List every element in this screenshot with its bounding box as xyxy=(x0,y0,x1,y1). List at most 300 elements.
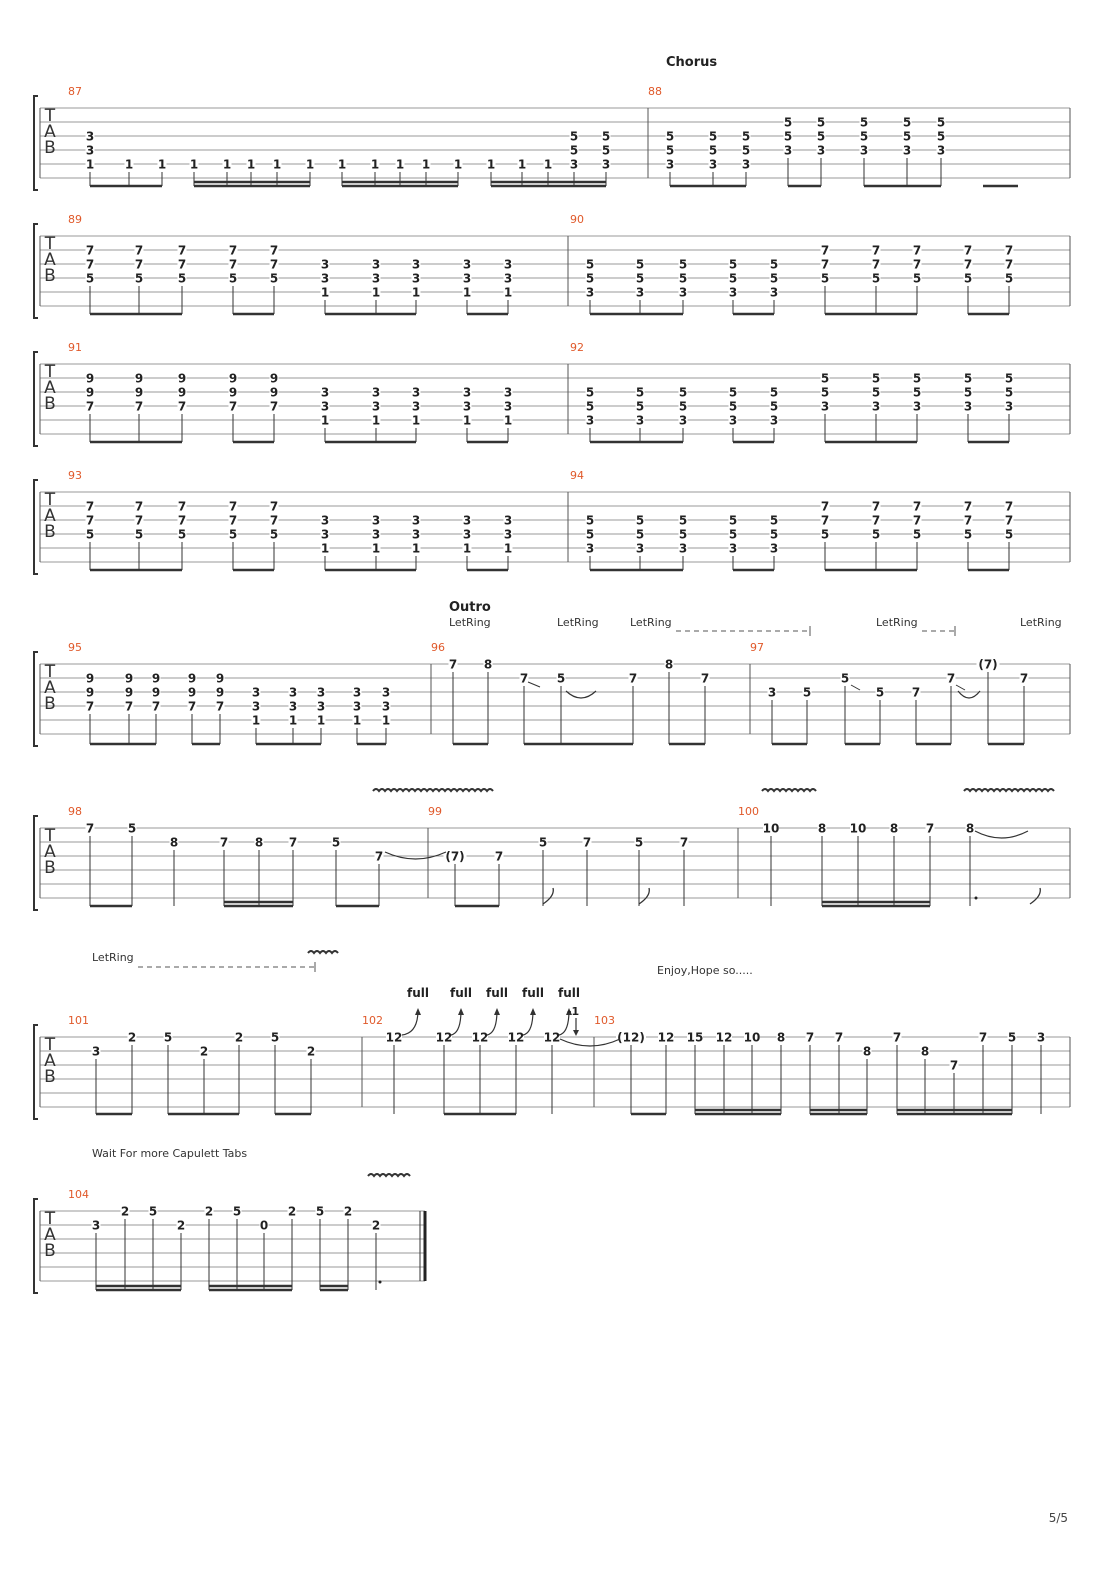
fret-number: 3 xyxy=(288,699,298,714)
fret-number: 7 xyxy=(820,513,830,528)
fret-number: 9 xyxy=(85,685,95,700)
fret-number: 3 xyxy=(316,699,326,714)
fret-number: 7 xyxy=(228,257,238,272)
fret-number: 5 xyxy=(556,671,566,686)
vibrato-mark xyxy=(308,951,338,953)
fret-number: 10 xyxy=(762,821,780,836)
fret-number: 1 xyxy=(316,713,326,728)
fret-number: 5 xyxy=(85,271,95,286)
tab-clef-letter: T xyxy=(44,362,56,382)
fret-number: 5 xyxy=(728,399,738,414)
fret-number: 9 xyxy=(228,385,238,400)
tab-clef-letter: A xyxy=(44,250,56,270)
fret-number: 3 xyxy=(741,157,751,172)
fret-number: 5 xyxy=(902,115,912,130)
fret-number: 9 xyxy=(187,685,197,700)
fret-number: 5 xyxy=(912,527,922,542)
fret-number: 1 xyxy=(352,713,362,728)
measure-number: 102 xyxy=(362,1014,383,1027)
fret-number: 5 xyxy=(936,115,946,130)
fret-number: 5 xyxy=(148,1204,158,1219)
measure-number: 100 xyxy=(738,805,759,818)
fret-number: 9 xyxy=(134,385,144,400)
rhythm-dot xyxy=(975,897,978,900)
fret-number: 5 xyxy=(177,527,187,542)
fret-number: 5 xyxy=(678,399,688,414)
measure-number: 103 xyxy=(594,1014,615,1027)
bend-amount-full: full xyxy=(407,986,429,1000)
fret-number: 1 xyxy=(320,285,330,300)
tab-clef-letter: A xyxy=(44,1225,56,1245)
fret-number: 1 xyxy=(337,157,347,172)
fret-number: 12 xyxy=(543,1030,561,1045)
fret-number: 9 xyxy=(151,685,161,700)
fret-number: 5 xyxy=(936,129,946,144)
section-title-outro: Outro xyxy=(449,600,491,615)
fret-number: 3 xyxy=(371,527,381,542)
note-flag xyxy=(639,888,649,904)
fret-number: 7 xyxy=(228,513,238,528)
fret-number: 10 xyxy=(849,821,867,836)
fret-number: 9 xyxy=(134,371,144,386)
fret-number: 5 xyxy=(820,271,830,286)
fret-number: (12) xyxy=(617,1030,645,1045)
tab-clef-letter: T xyxy=(44,234,56,254)
fret-number: 1 xyxy=(272,157,282,172)
fret-number: 1 xyxy=(85,157,95,172)
fret-number: 7 xyxy=(134,399,144,414)
tab-clef-letter: T xyxy=(44,1035,56,1055)
fret-number: 8 xyxy=(862,1044,872,1059)
fret-number: 5 xyxy=(585,399,595,414)
fret-number: 1 xyxy=(320,541,330,556)
fret-number: 5 xyxy=(769,385,779,400)
measure-number: 91 xyxy=(68,341,82,354)
release-arrowhead xyxy=(573,1030,579,1036)
tab-clef-letter: B xyxy=(44,522,56,542)
vibrato-mark xyxy=(964,789,1054,791)
tab-clef-letter: A xyxy=(44,1051,56,1071)
fret-number: 9 xyxy=(85,371,95,386)
fret-number: 7 xyxy=(85,821,95,836)
fret-number: 5 xyxy=(871,271,881,286)
fret-number: 12 xyxy=(657,1030,675,1045)
measure-number: 93 xyxy=(68,469,82,482)
fret-number: 7 xyxy=(1004,499,1014,514)
staff-system-8 xyxy=(34,1199,425,1293)
note-flag xyxy=(543,888,553,904)
slide-mark xyxy=(956,685,965,690)
fret-number: 7 xyxy=(978,1030,988,1045)
fret-number: 7 xyxy=(177,513,187,528)
fret-number: 1 xyxy=(395,157,405,172)
fret-number: 5 xyxy=(269,527,279,542)
fret-number: 3 xyxy=(859,143,869,158)
fret-number: 7 xyxy=(134,513,144,528)
measure-number: 99 xyxy=(428,805,442,818)
fret-number: 7 xyxy=(85,513,95,528)
fret-number: 5 xyxy=(769,257,779,272)
fret-number: 5 xyxy=(963,527,973,542)
bend-arrowhead xyxy=(458,1008,464,1015)
fret-number: 5 xyxy=(820,371,830,386)
bend-amount-full: full xyxy=(486,986,508,1000)
tab-clef-letter: A xyxy=(44,378,56,398)
fret-number: 5 xyxy=(859,129,869,144)
fret-number: 7 xyxy=(912,257,922,272)
fret-number: 7 xyxy=(219,835,229,850)
fret-number: 1 xyxy=(543,157,553,172)
fret-number: 3 xyxy=(85,143,95,158)
fret-number: 7 xyxy=(871,243,881,258)
fret-number: 3 xyxy=(601,157,611,172)
fret-number: 3 xyxy=(320,399,330,414)
system-bracket xyxy=(34,816,38,910)
measure-number: 101 xyxy=(68,1014,89,1027)
fret-number: 3 xyxy=(251,685,261,700)
fret-number: 3 xyxy=(91,1218,101,1233)
fret-number: 8 xyxy=(254,835,264,850)
fret-number: 7 xyxy=(820,499,830,514)
fret-number: 9 xyxy=(124,685,134,700)
fret-number: 3 xyxy=(462,257,472,272)
fret-number: 5 xyxy=(728,513,738,528)
fret-number: 12 xyxy=(471,1030,489,1045)
fret-number: 5 xyxy=(635,527,645,542)
tab-clef-letter: B xyxy=(44,266,56,286)
fret-number: 5 xyxy=(134,527,144,542)
fret-number: 5 xyxy=(1004,371,1014,386)
fret-number: 5 xyxy=(816,129,826,144)
fret-number: 7 xyxy=(628,671,638,686)
fret-number: 7 xyxy=(187,699,197,714)
fret-number: 5 xyxy=(708,129,718,144)
fret-number: 5 xyxy=(635,399,645,414)
fret-number: 1 xyxy=(189,157,199,172)
fret-number: 2 xyxy=(371,1218,381,1233)
fret-number: 3 xyxy=(371,257,381,272)
measure-number: 97 xyxy=(750,641,764,654)
fret-number: 7 xyxy=(269,513,279,528)
fret-number: 3 xyxy=(963,399,973,414)
tab-clef-letter: A xyxy=(44,506,56,526)
fret-number: 7 xyxy=(1019,671,1029,686)
fret-number: 1 xyxy=(411,541,421,556)
fret-number: 9 xyxy=(177,385,187,400)
fret-number: 7 xyxy=(925,821,935,836)
system-bracket xyxy=(34,652,38,746)
fret-number: 7 xyxy=(963,243,973,258)
measure-number: 92 xyxy=(570,341,584,354)
fret-number: 3 xyxy=(320,271,330,286)
fret-number: 2 xyxy=(120,1204,130,1219)
fret-number: 5 xyxy=(963,271,973,286)
vibrato-mark xyxy=(762,789,816,791)
fret-number: 9 xyxy=(177,371,187,386)
fret-number: 7 xyxy=(1004,513,1014,528)
fret-number: 5 xyxy=(816,115,826,130)
fret-number: 3 xyxy=(678,285,688,300)
fret-number: 5 xyxy=(678,257,688,272)
fret-number: 7 xyxy=(871,257,881,272)
fret-number: 5 xyxy=(678,513,688,528)
fret-number: 1 xyxy=(370,157,380,172)
fret-number: 7 xyxy=(963,257,973,272)
fret-number: 3 xyxy=(320,385,330,400)
fret-number: 7 xyxy=(820,257,830,272)
fret-number: 5 xyxy=(134,271,144,286)
fret-number: 3 xyxy=(352,699,362,714)
fret-number: 5 xyxy=(728,385,738,400)
tab-clef-letter: T xyxy=(44,826,56,846)
system-bracket xyxy=(34,352,38,446)
fret-number: 7 xyxy=(963,513,973,528)
note-flag xyxy=(1030,888,1040,904)
page-number: 5/5 xyxy=(1048,1511,1068,1525)
fret-number: 3 xyxy=(902,143,912,158)
fret-number: 7 xyxy=(124,699,134,714)
fret-number: 12 xyxy=(385,1030,403,1045)
fret-number: 5 xyxy=(963,385,973,400)
fret-number: 5 xyxy=(678,271,688,286)
fret-number: 3 xyxy=(316,685,326,700)
fret-number: 8 xyxy=(169,835,179,850)
fret-number: 1 xyxy=(411,285,421,300)
fret-number: 2 xyxy=(127,1030,137,1045)
fret-number: 5 xyxy=(783,129,793,144)
tab-clef-letter: B xyxy=(44,1241,56,1261)
fret-number: 7 xyxy=(820,243,830,258)
fret-number: 5 xyxy=(585,513,595,528)
fret-number: 3 xyxy=(820,399,830,414)
let-ring-label: LetRing xyxy=(876,616,918,629)
fret-number: 7 xyxy=(448,657,458,672)
tab-clef-letter: T xyxy=(44,662,56,682)
fret-number: 1 xyxy=(421,157,431,172)
fret-number: 3 xyxy=(728,541,738,556)
fret-number: 5 xyxy=(331,835,341,850)
bend-amount-full: full xyxy=(558,986,580,1000)
fret-number: 9 xyxy=(85,385,95,400)
fret-number: 7 xyxy=(288,835,298,850)
fret-number: 1 xyxy=(517,157,527,172)
fret-number: 3 xyxy=(462,271,472,286)
fret-number: 3 xyxy=(320,513,330,528)
fret-number: 5 xyxy=(635,513,645,528)
fret-number: 5 xyxy=(820,385,830,400)
fret-number: 5 xyxy=(1004,527,1014,542)
fret-number: 7 xyxy=(949,1058,959,1073)
fret-number: 9 xyxy=(187,671,197,686)
fret-number: 3 xyxy=(708,157,718,172)
fret-number: 7 xyxy=(85,399,95,414)
fret-number: 5 xyxy=(228,527,238,542)
fret-number: 7 xyxy=(85,257,95,272)
fret-number: 1 xyxy=(462,413,472,428)
annotation-wait: Wait For more Capulett Tabs xyxy=(92,1147,248,1160)
fret-number: 5 xyxy=(912,271,922,286)
bend-amount-full: full xyxy=(522,986,544,1000)
fret-number: 3 xyxy=(585,541,595,556)
fret-number: 5 xyxy=(678,385,688,400)
fret-number: 8 xyxy=(483,657,493,672)
measure-number: 94 xyxy=(570,469,584,482)
fret-number: 7 xyxy=(519,671,529,686)
fret-number: 8 xyxy=(920,1044,930,1059)
fret-number: 7 xyxy=(177,257,187,272)
fret-number: 5 xyxy=(741,143,751,158)
fret-number: 3 xyxy=(767,685,777,700)
tab-clef-letter: A xyxy=(44,678,56,698)
fret-number: 5 xyxy=(728,271,738,286)
fret-number: 7 xyxy=(85,243,95,258)
fret-number: 5 xyxy=(783,115,793,130)
fret-number: 7 xyxy=(912,499,922,514)
fret-number: 3 xyxy=(462,399,472,414)
fret-number: 2 xyxy=(234,1030,244,1045)
fret-number: 9 xyxy=(269,385,279,400)
fret-number: 9 xyxy=(85,671,95,686)
fret-number: 7 xyxy=(228,499,238,514)
fret-number: 1 xyxy=(222,157,232,172)
fret-number: 1 xyxy=(371,541,381,556)
system-bracket xyxy=(34,1199,38,1293)
fret-number: 9 xyxy=(215,671,225,686)
fret-number: 5 xyxy=(163,1030,173,1045)
slide-mark xyxy=(851,685,860,690)
fret-number: 1 xyxy=(381,713,391,728)
fret-number: 5 xyxy=(635,257,645,272)
fret-number: 7 xyxy=(1004,243,1014,258)
fret-number: 7 xyxy=(177,243,187,258)
system-bracket xyxy=(34,1025,38,1119)
fret-number: 3 xyxy=(585,413,595,428)
fret-number: 3 xyxy=(91,1044,101,1059)
fret-number: 3 xyxy=(585,285,595,300)
fret-number: 8 xyxy=(664,657,674,672)
let-ring-label: LetRing xyxy=(557,616,599,629)
fret-number: 7 xyxy=(871,513,881,528)
system-bracket xyxy=(34,96,38,190)
fret-number: 5 xyxy=(769,513,779,528)
let-ring-label: LetRing xyxy=(1020,616,1062,629)
fret-number: 7 xyxy=(911,685,921,700)
fret-number: (7) xyxy=(445,849,465,864)
fret-number: 3 xyxy=(503,257,513,272)
fret-number: 2 xyxy=(176,1218,186,1233)
fret-number: 5 xyxy=(127,821,137,836)
fret-number: 12 xyxy=(715,1030,733,1045)
fret-number: 3 xyxy=(569,157,579,172)
tab-clef-letter: A xyxy=(44,122,56,142)
fret-number: 1 xyxy=(503,285,513,300)
bend-amount-full: full xyxy=(450,986,472,1000)
fret-number: 5 xyxy=(1007,1030,1017,1045)
tie-arc xyxy=(975,831,1028,838)
fret-number: 3 xyxy=(912,399,922,414)
fret-number: 2 xyxy=(306,1044,316,1059)
fret-number: 1 xyxy=(462,285,472,300)
fret-number: 1 xyxy=(246,157,256,172)
fret-number: 15 xyxy=(686,1030,704,1045)
fret-number: 1 xyxy=(305,157,315,172)
fret-number: 7 xyxy=(134,257,144,272)
fret-number: 5 xyxy=(315,1204,325,1219)
fret-number: 5 xyxy=(538,835,548,850)
tab-clef-letter: B xyxy=(44,394,56,414)
fret-number: 7 xyxy=(946,671,956,686)
fret-number: 10 xyxy=(743,1030,761,1045)
fret-number: 5 xyxy=(585,257,595,272)
fret-number: 7 xyxy=(134,499,144,514)
tie-arc xyxy=(560,1039,620,1046)
fret-number: 12 xyxy=(507,1030,525,1045)
fret-number: 3 xyxy=(411,385,421,400)
fret-number: 5 xyxy=(741,129,751,144)
fret-number: 5 xyxy=(1004,385,1014,400)
fret-number: 3 xyxy=(411,527,421,542)
measure-number: 96 xyxy=(431,641,445,654)
fret-number: 3 xyxy=(411,271,421,286)
fret-number: 5 xyxy=(871,527,881,542)
fret-number: 5 xyxy=(769,527,779,542)
fret-number: 1 xyxy=(124,157,134,172)
fret-number: 3 xyxy=(635,413,645,428)
fret-number: 3 xyxy=(503,271,513,286)
fret-number: 3 xyxy=(635,541,645,556)
fret-number: 1 xyxy=(503,413,513,428)
fret-number: 3 xyxy=(871,399,881,414)
bend-arrowhead xyxy=(415,1008,421,1015)
fret-number: 1 xyxy=(157,157,167,172)
measure-number: 98 xyxy=(68,805,82,818)
fret-number: 5 xyxy=(708,143,718,158)
measure-number: 89 xyxy=(68,213,82,226)
fret-number: 7 xyxy=(177,399,187,414)
let-ring-label: LetRing xyxy=(630,616,672,629)
fret-number: 5 xyxy=(665,143,675,158)
fret-number: 5 xyxy=(228,271,238,286)
fret-number: 7 xyxy=(679,835,689,850)
fret-number: 3 xyxy=(635,285,645,300)
bend-release-amount: -1 xyxy=(566,1005,580,1018)
fret-number: 3 xyxy=(665,157,675,172)
fret-number: 3 xyxy=(678,541,688,556)
fret-number: 8 xyxy=(889,821,899,836)
fret-number: 5 xyxy=(270,1030,280,1045)
fret-number: 9 xyxy=(269,371,279,386)
fret-number: 5 xyxy=(177,271,187,286)
fret-number: 7 xyxy=(700,671,710,686)
fret-number: 7 xyxy=(374,849,384,864)
vibrato-mark xyxy=(373,789,493,791)
fret-number: 3 xyxy=(1036,1030,1046,1045)
tab-clef-letter: T xyxy=(44,490,56,510)
tab-clef-letter: T xyxy=(44,106,56,126)
fret-number: 3 xyxy=(411,257,421,272)
fret-number: 9 xyxy=(215,685,225,700)
fret-number: 5 xyxy=(820,527,830,542)
fret-number: 3 xyxy=(462,385,472,400)
fret-number: 3 xyxy=(371,385,381,400)
fret-number: 5 xyxy=(912,371,922,386)
fret-number: 7 xyxy=(177,499,187,514)
fret-number: 5 xyxy=(85,527,95,542)
fret-number: 3 xyxy=(320,527,330,542)
fret-number: 3 xyxy=(320,257,330,272)
fret-number: 7 xyxy=(892,1030,902,1045)
fret-number: 3 xyxy=(371,399,381,414)
